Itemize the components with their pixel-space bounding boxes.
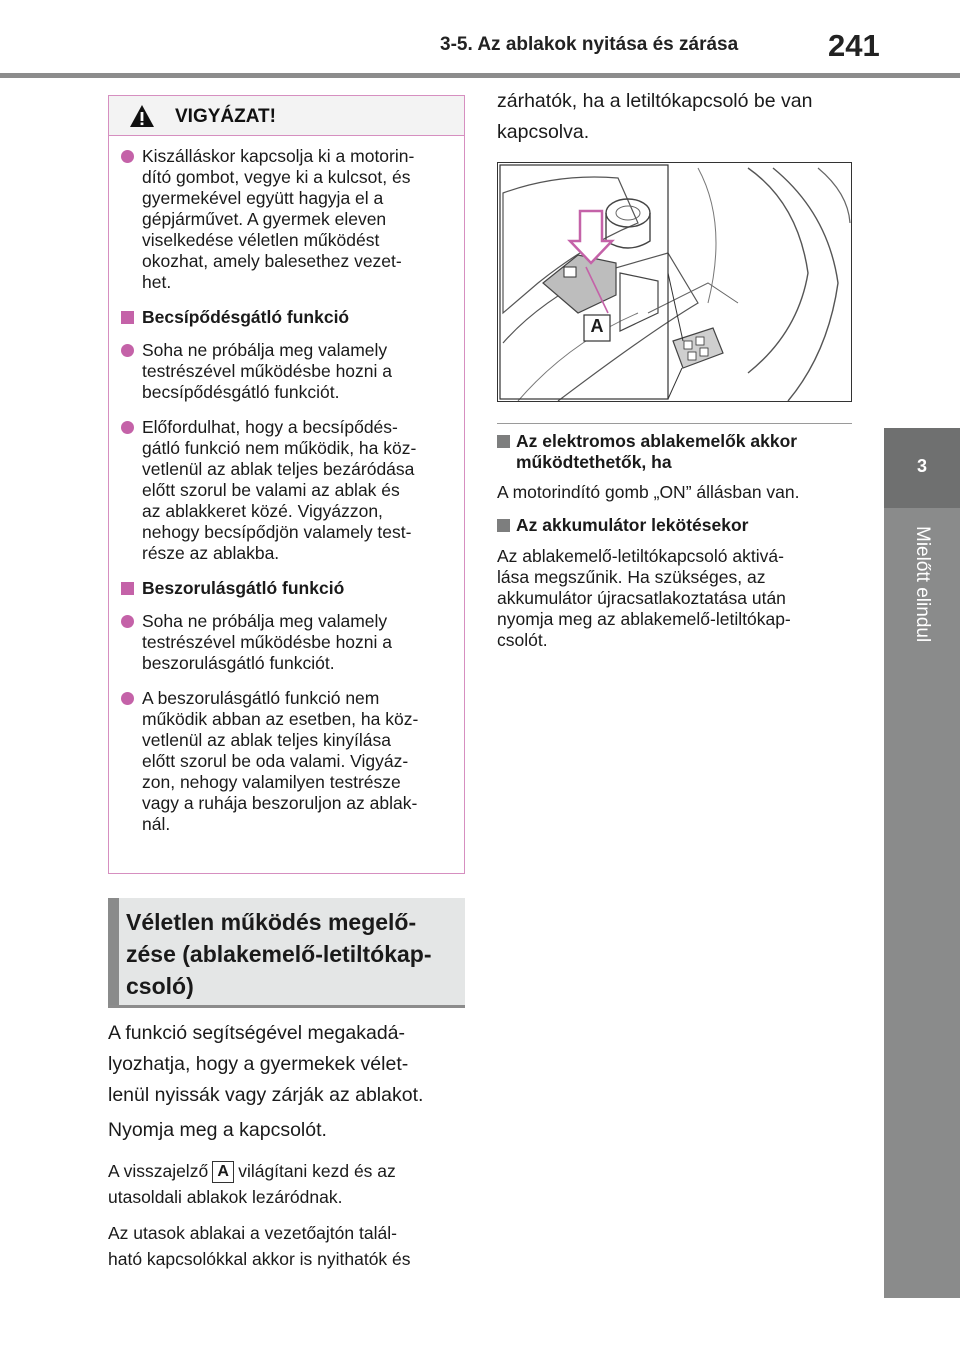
line: testrészével működésbe hozni a: [142, 361, 392, 381]
right-paragraph-2: [497, 546, 791, 651]
line: zése (ablakemelő-letiltókap-: [126, 941, 432, 967]
square-bullet-icon: [121, 582, 134, 595]
line: lása megszűnik. Ha szükséges, az: [497, 567, 766, 587]
subhead-text: Az akkumulátor lekötésekor: [516, 515, 749, 535]
line: zon, nehogy valamilyen testrésze: [142, 772, 401, 792]
line: csolót.: [497, 630, 548, 650]
left-paragraph-1: [108, 1018, 423, 1111]
warning-bullet-3: [121, 417, 450, 564]
warning-bullet-1: [121, 146, 450, 293]
illustration-label-a: A: [590, 316, 604, 336]
warning-triangle-icon: [129, 104, 155, 128]
warning-body: [109, 136, 464, 835]
line: Az utasok ablakai a vezetőajtón talál-: [108, 1223, 397, 1243]
page-number: 241: [828, 28, 880, 63]
chapter-side-strip: [884, 508, 960, 1298]
right-subhead-2: [497, 515, 748, 536]
illustration-rule: [497, 423, 852, 424]
line: A funkció segítségével megakadá-: [108, 1022, 406, 1044]
line: Az elektromos ablakemelők akkor: [516, 431, 798, 451]
warning-box: [108, 95, 465, 874]
window-lock-switch-illustration: [497, 162, 852, 402]
line: vetlenül az ablak teljes bezáródása: [142, 459, 415, 479]
line: utasoldali ablakok lezáródnak.: [108, 1187, 343, 1207]
square-bullet-icon: [497, 435, 510, 448]
line: működtethetők, ha: [516, 452, 672, 472]
line: az ablakkeret közé. Vigyázzon,: [142, 501, 383, 521]
line: vetlenül az ablak teljes kinyílása: [142, 730, 392, 750]
left-paragraph-3: [108, 1158, 396, 1210]
line: testrészével működésbe hozni a: [142, 632, 392, 652]
line: előtt szorul be valami az ablak és: [142, 480, 400, 500]
chapter-number: 3: [916, 456, 927, 476]
illustration-drawing: [498, 163, 851, 401]
bullet-dot-icon: [121, 692, 134, 705]
line: Soha ne próbálja meg valamely: [142, 611, 388, 631]
line: okozhat, amely balesethez vezet-: [142, 251, 402, 271]
chapter-tab: [884, 428, 960, 508]
line: het.: [142, 272, 172, 292]
bullet-dot-icon: [121, 344, 134, 357]
line: kapcsolva.: [497, 121, 590, 143]
line: nyomja meg az ablakemelő-letiltókap-: [497, 609, 791, 629]
indicator-label-a: A: [212, 1161, 234, 1183]
bullet-dot-icon: [121, 615, 134, 628]
warning-subhead-1: [121, 307, 450, 328]
line: része az ablakba.: [142, 543, 280, 563]
line: Az ablakemelő-letiltókapcsoló aktivá-: [497, 546, 784, 566]
square-bullet-icon: [497, 519, 510, 532]
line: Előfordulhat, hogy a becsípődés-: [142, 417, 398, 437]
line: viselkedése véletlen működést: [142, 230, 380, 250]
line: gépjárművet. A gyermek eleven: [142, 209, 387, 229]
text: A visszajelző: [108, 1161, 209, 1181]
line: gátló funkció nem működik, ha köz-: [142, 438, 417, 458]
subhead-text: Becsípődésgátló funkció: [142, 307, 350, 327]
warning-subhead-2: [121, 578, 450, 599]
line: Véletlen működés megelő-: [126, 909, 417, 935]
line: beszorulásgátló funkciót.: [142, 653, 335, 673]
line: nehogy becsípődjön valamely test-: [142, 522, 412, 542]
header-rule: [0, 73, 960, 78]
warning-bullet-2: [121, 340, 450, 403]
line: lyozhatja, hogy a gyermekek vélet-: [108, 1053, 409, 1075]
line: Kiszálláskor kapcsolja ki a motorin-: [142, 146, 415, 166]
chapter-label: Mielőtt elindul: [912, 526, 933, 643]
warning-header: [109, 96, 464, 136]
line: akkumulátor újracsatlakoztatása után: [497, 588, 786, 608]
warning-bullet-4: [121, 611, 450, 674]
subhead-text: Beszorulásgátló funkció: [142, 578, 345, 598]
line: A beszorulásgátló funkció nem: [142, 688, 380, 708]
section-bar: [108, 898, 119, 1005]
line: csoló): [126, 973, 194, 999]
square-bullet-icon: [121, 311, 134, 324]
left-paragraph-2: Nyomja meg a kapcsolót.: [108, 1119, 327, 1141]
line: dító gombot, vegye ki a kulcsot, és: [142, 167, 411, 187]
right-subhead-1: [497, 431, 797, 473]
line: [108, 1158, 396, 1184]
right-continuation: [497, 86, 812, 148]
section-title: [126, 906, 457, 1002]
line: nál.: [142, 814, 171, 834]
line: működik abban az esetben, ha köz-: [142, 709, 419, 729]
line: előtt szorul be oda valami. Vigyáz-: [142, 751, 409, 771]
section-heading-box: [108, 898, 465, 1008]
warning-title: VIGYÁZAT!: [175, 106, 276, 127]
bullet-dot-icon: [121, 150, 134, 163]
text: világítani kezd és az: [238, 1161, 396, 1181]
line: gyermekével együtt hagyja el a: [142, 188, 384, 208]
bullet-dot-icon: [121, 421, 134, 434]
line: lenül nyissák vagy zárják az ablakot.: [108, 1084, 424, 1106]
line: zárhatók, ha a letiltókapcsoló be van: [497, 90, 813, 112]
line: vagy a ruhája beszoruljon az ablak-: [142, 793, 418, 813]
left-paragraph-4: [108, 1220, 411, 1272]
warning-bullet-5: [121, 688, 450, 835]
line: becsípődésgátló funkciót.: [142, 382, 340, 402]
right-paragraph-1: A motorindító gomb „ON” állásban van.: [497, 482, 800, 502]
line: ható kapcsolókkal akkor is nyithatók és: [108, 1249, 411, 1269]
line: Soha ne próbálja meg valamely: [142, 340, 388, 360]
header-section-title: 3-5. Az ablakok nyitása és zárása: [440, 34, 739, 55]
